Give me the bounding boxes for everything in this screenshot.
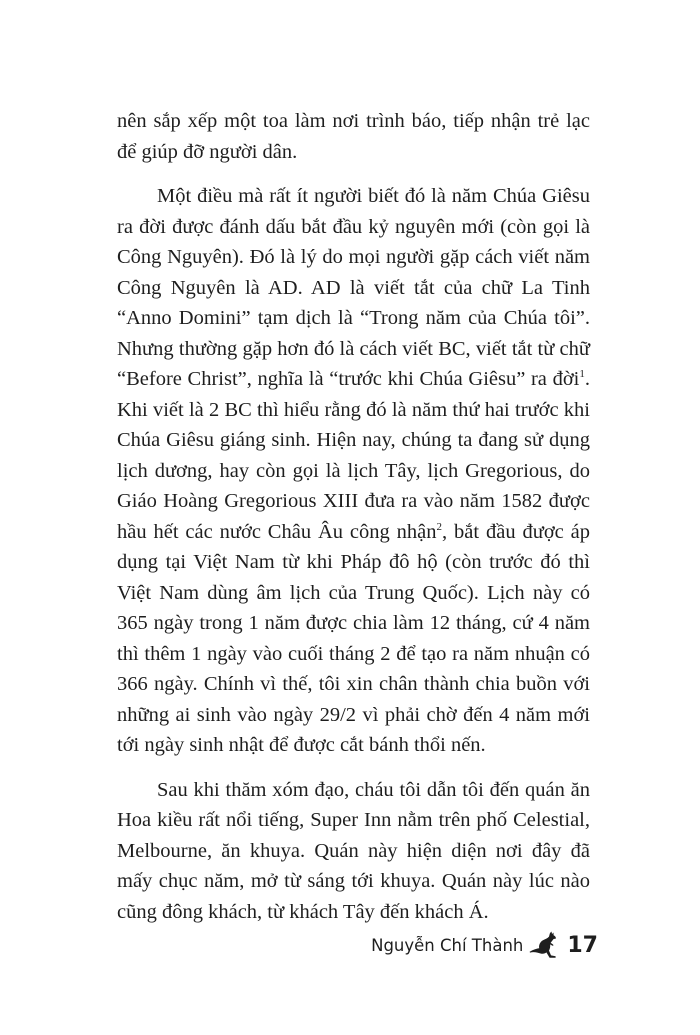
page-footer — [371, 928, 598, 962]
body-text — [117, 106, 590, 941]
paragraph-2 — [117, 181, 590, 761]
paragraph-2-part-c: , bắt đầu được áp dụng tại Việt Nam từ khi Pháp đô hộ (còn trước đó thì Việt Nam dùng âm lịch của Trung Quốc). Lịch này có 365 ngày trong 1 năm được chia làm 12 tháng, cứ 4 năm thì thêm 1 ngày vào cuối tháng 2 để tạo ra năm nhuận có 366 ngày. Chính vì thế, tôi xin chân thành chia buồn với những ai sinh vào ngày 29/2 vì phải chờ đến 4 năm mới tới ngày sinh nhật để được cắt bánh thổi nến. — [117, 520, 591, 756]
paragraph-2-part-b: . Khi viết là 2 BC thì hiểu rằng đó là năm thứ hai trước khi Chúa Giêsu giáng sinh. Hiện nay, chúng ta đang sử dụng lịch dương, hay còn gọi là lịch Tây, lịch Gregorious, do Giáo Hoàng Gregorious XIII đưa ra vào năm 1582 được hầu hết các nước Châu Âu công nhận — [117, 368, 590, 543]
paragraph-1: nên sắp xếp một toa làm nơi trình báo, tiếp nhận trẻ lạc để giúp đỡ người dân. — [117, 110, 590, 163]
paragraph-2-part-a: Một điều mà rất ít người biết đó là năm Chúa Giêsu ra đời được đánh dấu bắt đầu kỷ nguyên mới (còn gọi là Công Nguyên). Đó là lý do mọi người gặp cách viết năm Công Nguyên là AD. AD là viết tắt của chữ La Tinh “Anno Domini” tạm dịch là “Trong năm của Chúa tôi”. Nhưng thường gặp hơn đó là cách viết BC, viết tắt từ chữ “Before Christ”, nghĩa là “trước khi Chúa Giêsu” ra đời — [117, 185, 590, 390]
footnote-ref-1: 1 — [579, 368, 585, 381]
kangaroo-icon — [529, 931, 559, 959]
page-number: 17 — [567, 932, 598, 958]
paragraph-3: Sau khi thăm xóm đạo, cháu tôi dẫn tôi đến quán ăn Hoa kiều rất nổi tiếng, Super Inn nằm trên phố Celestial, Melbourne, ăn khuya. Quán này hiện diện nơi đây đã mấy chục năm, mở từ sáng tới khuya. Quán này lúc nào cũng đông khách, từ khách Tây đến khách Á. — [117, 778, 590, 923]
footnote-ref-2: 2 — [436, 520, 443, 533]
author-name: Nguyễn Chí Thành — [371, 935, 524, 955]
